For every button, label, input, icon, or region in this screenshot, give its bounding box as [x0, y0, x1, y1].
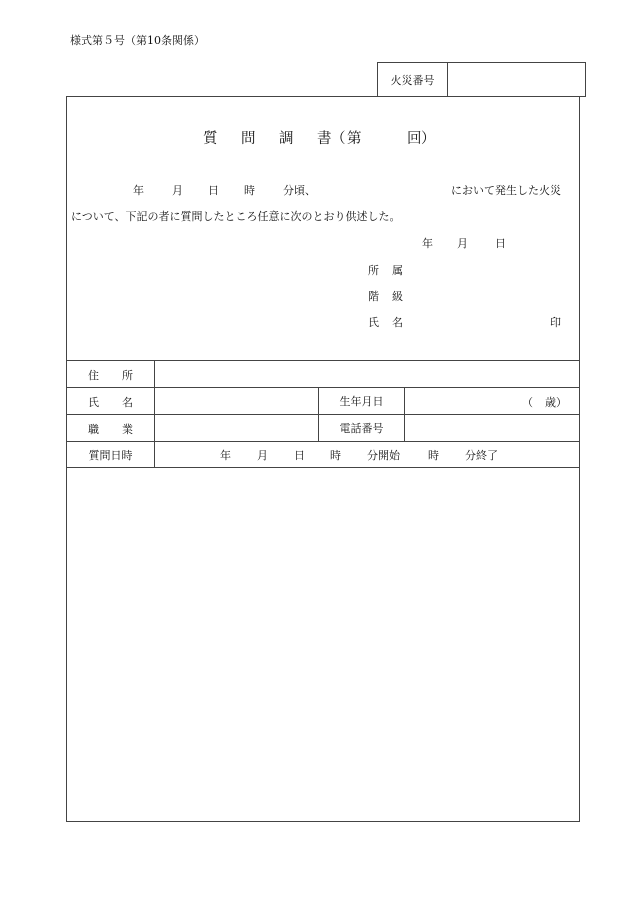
intro-location-suffix: において発生した火災 — [451, 184, 561, 197]
address-field[interactable] — [156, 362, 578, 386]
title-kai: 回 — [407, 131, 422, 147]
qtime-hour-unit: 時 — [330, 449, 341, 462]
table-label-divider — [154, 360, 155, 467]
officer-name-label-1: 氏 — [368, 316, 379, 329]
table-line-bottom — [66, 467, 580, 468]
affiliation-label-1: 所 — [368, 264, 379, 277]
age-unit: 歳） — [545, 396, 567, 409]
seal-mark: 印 — [550, 316, 561, 329]
qtime-end-hour-unit: 時 — [428, 449, 439, 462]
title-char-4: 書 — [317, 131, 332, 147]
occupation-label-2: 業 — [122, 423, 133, 436]
age-open-paren: （ — [522, 396, 533, 409]
dob-field[interactable] — [406, 389, 526, 413]
phone-label: 電話番号 — [339, 422, 384, 435]
title-char-1: 質 — [203, 131, 218, 147]
signature-year-unit: 年 — [422, 237, 433, 250]
question-datetime-label: 質問日時 — [88, 448, 133, 462]
intro-minute-unit: 分頃、 — [283, 184, 316, 197]
title-close-paren: ） — [421, 131, 436, 147]
occupation-label-1: 職 — [88, 423, 99, 436]
statement-area[interactable] — [68, 469, 578, 820]
intro-hour-unit: 時 — [244, 184, 255, 197]
occupation-field[interactable] — [156, 416, 316, 440]
intro-year-unit: 年 — [133, 184, 144, 197]
officer-name-label-2: 名 — [392, 316, 403, 329]
qtime-month-unit: 月 — [257, 449, 268, 462]
qtime-start-unit: 分開始 — [367, 449, 400, 462]
phone-field[interactable] — [406, 416, 578, 440]
table-line-top — [66, 360, 580, 361]
qtime-day-unit: 日 — [294, 449, 305, 462]
rank-label-1: 階 — [368, 290, 379, 303]
qtime-year-unit: 年 — [220, 449, 231, 462]
intro-day-unit: 日 — [208, 184, 219, 197]
address-label-2: 所 — [122, 369, 133, 382]
name-field[interactable] — [156, 389, 316, 413]
fire-number-label: 火災番号 — [390, 73, 435, 87]
signature-month-unit: 月 — [457, 237, 468, 250]
signature-day-unit: 日 — [495, 237, 506, 250]
intro-month-unit: 月 — [172, 184, 183, 197]
title-char-2: 問 — [241, 131, 256, 147]
rank-label-2: 級 — [392, 290, 403, 303]
intro-line-2: について、下記の者に質問したところ任意に次のとおり供述した。 — [71, 210, 401, 223]
title-open-paren: （ — [331, 131, 346, 147]
table-mid-divider-right — [404, 387, 405, 441]
qtime-end-unit: 分終了 — [465, 449, 498, 462]
form-number-label: 様式第５号（第10条関係） — [70, 34, 205, 47]
address-label-1: 住 — [88, 369, 99, 382]
title-dai: 第 — [347, 131, 362, 147]
dob-label: 生年月日 — [339, 395, 384, 408]
fire-number-field[interactable] — [448, 63, 585, 96]
name-label-2: 名 — [122, 396, 133, 409]
affiliation-label-2: 属 — [392, 264, 403, 277]
name-label-1: 氏 — [88, 396, 99, 409]
title-char-3: 調 — [279, 131, 294, 147]
